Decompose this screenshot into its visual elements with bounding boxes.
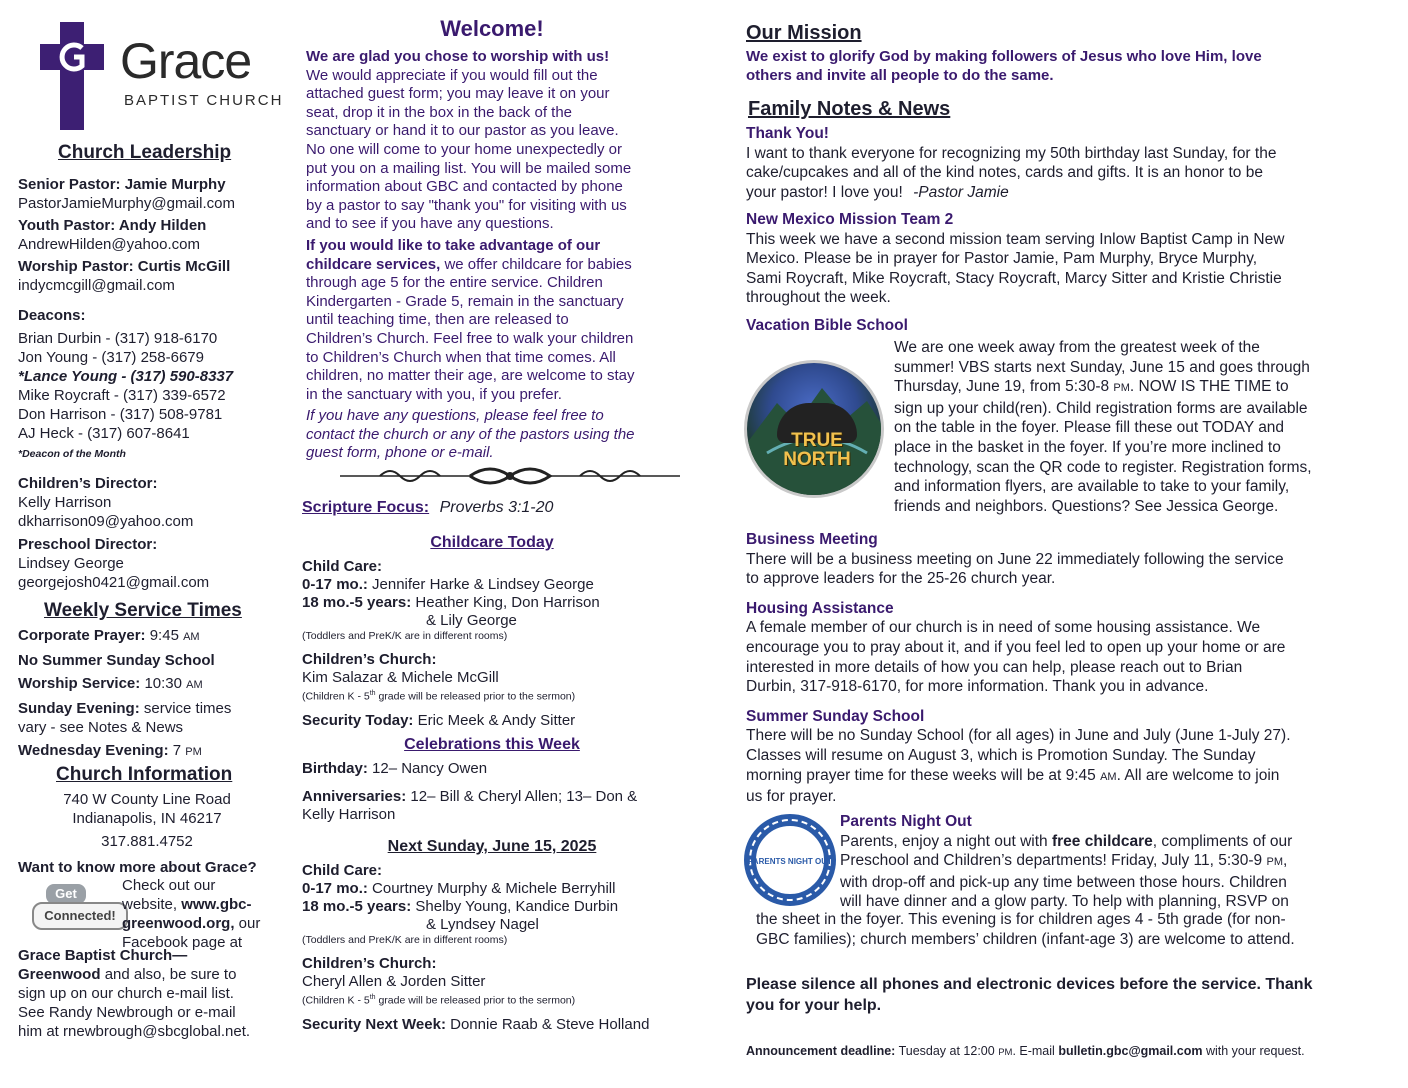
church-info [16, 790, 278, 851]
vbs-line: and information flyers, are available to take to your family, [894, 478, 1290, 496]
church-phone: 317.881.4752 [101, 833, 193, 850]
youth-pastor: Youth Pastor: Andy Hilden [18, 217, 207, 234]
deadline-text: Tuesday at 12:00 [898, 1044, 995, 1058]
more-email: him at rnewbrough@sbcglobal.net. [18, 1023, 251, 1040]
get-connected-icon [32, 884, 132, 940]
pno-line: Parents, enjoy a night out with [840, 832, 1048, 850]
welcome-line: sanctuary or hand it to our pastor as you leave. [306, 122, 619, 140]
wed-time: 7 [172, 742, 182, 759]
logo-word: Grace [120, 33, 252, 89]
summer-line: us for prayer. [746, 788, 837, 806]
welcome-text [306, 48, 690, 463]
next-sunday-title: Next Sunday, June 15, 2025 [387, 838, 597, 855]
ch-note-2: grade will be released prior to the sermon) [375, 994, 576, 1007]
mission-text [746, 47, 1386, 85]
senior-email: PastorJamieMurphy@gmail.com [18, 195, 235, 212]
celebrations [302, 760, 686, 824]
more-line: See Randy Newbrough or e-mail [18, 1004, 236, 1021]
no-summer-ss: No Summer Sunday School [18, 652, 215, 669]
address-line2: Indianapolis, IN 46217 [72, 810, 222, 827]
pno-text-2 [756, 910, 1386, 949]
thanks-line: I want to thank everyone for recognizing my 50th birthday last Sunday, for the [746, 144, 1277, 162]
toddler-names-2: & Lily George [426, 612, 517, 629]
summer-title: Summer Sunday School [746, 707, 925, 725]
pno-line: , [1282, 852, 1288, 870]
ornament-divider-icon [340, 466, 680, 486]
summer-am: AM [1100, 770, 1117, 783]
housing-line: interested in more details of how you can help, please reach out to Brian [746, 658, 1243, 676]
next-sunday [302, 862, 686, 1034]
worship-label: Worship Service: [18, 675, 141, 692]
youth-email: AndrewHilden@yahoo.com [18, 236, 200, 253]
vbs-text [894, 338, 1384, 516]
preschool-director-title: Preschool Director: [18, 536, 158, 553]
business-line: to approve leaders for the 25-26 church year. [746, 570, 1056, 588]
infant-label: 0-17 mo.: [302, 880, 368, 897]
corporate-time: 9:45 [149, 627, 179, 644]
vbs-title: Vacation Bible School [746, 316, 908, 334]
mission-title: Our Mission [746, 22, 862, 44]
more-line: our [238, 915, 261, 932]
notes-title: Family Notes & News [748, 98, 951, 120]
deacon-item: Jon Young - (317) 258-6679 [18, 349, 204, 366]
welcome-bold: We are glad you chose to worship with us! [306, 48, 610, 65]
vbs-pm: PM [1113, 382, 1130, 395]
pno-free-childcare: free childcare [1051, 832, 1153, 850]
nm-line: Mexico. Please be in prayer for Pastor Jamie, Pam Murphy, Bryce Murphy, [746, 250, 1258, 267]
summer-line: Classes will resume on August 3, which is Promotion Sunday. The Sunday [746, 746, 1256, 764]
toddler-names-2: & Lyndsey Nagel [426, 916, 539, 933]
more-line: Check out our [122, 877, 216, 894]
vbs-logo-text [771, 431, 863, 469]
website-link[interactable]: www.gbc- [181, 896, 252, 913]
housing-line: A female member of our church is in need of some housing assistance. We [746, 619, 1261, 637]
ch-label: Children’s Church: [302, 651, 437, 668]
more-line: website, [122, 896, 178, 913]
birthday-label: Birthday: [302, 760, 368, 777]
questions-line: guest form, phone or e-mail. [306, 444, 494, 462]
rooms-note: (Toddlers and PreK/K are in different rooms) [302, 934, 508, 946]
grace-logo [24, 20, 286, 132]
pno-text [840, 812, 1384, 912]
security-names: Eric Meek & Andy Sitter [417, 711, 576, 729]
church-info-title: Church Information [56, 764, 233, 785]
scripture-ref: Proverbs 3:1-20 [439, 499, 554, 516]
vbs-line: Thursday, June 19, from 5:30-8 [894, 378, 1110, 396]
rooms-note: (Toddlers and PreK/K are in different rooms) [302, 630, 508, 642]
gc-top: Get [46, 884, 86, 904]
toddler-label: 18 mo.-5 years: [302, 898, 412, 915]
more-line: Facebook page at [122, 934, 243, 951]
leadership-title: Church Leadership [58, 142, 232, 163]
business-line: There will be a business meeting on June 22 immediately following the service [746, 550, 1284, 568]
welcome-line: by a pastor to say "thank you" for visiting with us [306, 196, 627, 214]
silence-line: Please silence all phones and electronic devices before the service. Thank [746, 976, 1313, 993]
toddler-names: Shelby Young, Kandice Durbin [415, 898, 619, 915]
deacon-item: Brian Durbin - (317) 918-6170 [18, 330, 218, 347]
vbs-line: We are one week away from the greatest week of the [894, 339, 1260, 356]
anniversary-text: 12– Bill & Cheryl Allen; 13– Don & [410, 788, 638, 805]
more-line: sign up on our church e-mail list. [18, 985, 234, 1002]
leadership-block [18, 175, 286, 592]
website-link-2[interactable]: greenwood.org, [122, 915, 235, 932]
questions-line: contact the church or any of the pastors using the [306, 425, 635, 443]
mission-line: We exist to glorify God by making followers of Jesus who love Him, love [746, 48, 1262, 65]
housing-title: Housing Assistance [746, 599, 894, 617]
vbs-line: . NOW IS THE TIME to [1129, 378, 1289, 396]
cc-label: Child Care: [302, 558, 383, 575]
cross-logo-icon [40, 22, 104, 130]
worship-email: indycmcgill@gmail.com [18, 277, 175, 294]
pno-logo-text: PARENTS NIGHT OUT [748, 857, 832, 866]
notes-block-2 [746, 530, 1386, 807]
childcare-line: Children’s Church. Feel free to walk your children [306, 329, 634, 347]
mission-line: others and invite all people to do the same. [746, 67, 1054, 84]
wed-ampm: PM [185, 746, 202, 758]
silence-notice [746, 974, 1386, 1016]
deacon-item: AJ Heck - (317) 607-8641 [18, 425, 190, 442]
gc-bottom: Connected! [32, 902, 128, 930]
preschool-director-name: Lindsey George [18, 555, 124, 572]
true-north-logo-icon [744, 360, 884, 498]
deadline-pm: PM [998, 1047, 1013, 1058]
worship-ampm: AM [186, 679, 203, 691]
bulletin-email-link[interactable]: bulletin.gbc@gmail.com [1058, 1044, 1203, 1058]
pno-line: will have dinner and a glow party. To help with planning, RSVP on [840, 893, 1289, 911]
nm-line: This week we have a second mission team serving Inlow Baptist Camp in New [746, 230, 1285, 248]
scripture-focus [302, 498, 686, 517]
vbs-line: on the table in the foyer. Please fill these out TODAY and [894, 419, 1285, 437]
ch-note-2: grade will be released prior to the sermon) [375, 690, 576, 703]
childrens-director-email: dkharrison09@yahoo.com [18, 513, 194, 530]
pno-line: with drop-off and pick-up any time between those hours. Children [840, 873, 1287, 891]
childcare-bold: If you would like to take advantage of our [306, 236, 601, 254]
ch-note: (Children K - 5 [302, 994, 370, 1007]
deacons-title: Deacons: [18, 307, 86, 324]
wed-label: Wednesday Evening: [18, 742, 169, 759]
childcare-line: Kindergarten - Grade 5, remain in the sanctuary [306, 292, 624, 310]
pno-line: Preschool and Children’s departments! Friday, July 11, 5:30-9 [840, 852, 1263, 870]
silence-line: you for your help. [746, 997, 882, 1014]
celebrations-title: Celebrations this Week [404, 736, 580, 753]
logo-sub: BAPTIST CHURCH [124, 92, 284, 109]
pno-line: the sheet in the foyer. This evening is for children ages 4 - 5th grade (for non- [756, 911, 1286, 928]
corporate-label: Corporate Prayer: [18, 627, 146, 644]
pno-line: GBC families); church members’ children (infant-age 3) are welcome to attend. [756, 930, 1295, 948]
toddler-label: 18 mo.-5 years: [302, 594, 412, 611]
childcare-line: to Children’s Church when that time comes. All [306, 348, 616, 366]
childcare-line: we offer childcare for babies [444, 255, 632, 273]
welcome-line: No one will come to your home unexpectedly or [306, 140, 622, 158]
childrens-director-name: Kelly Harrison [18, 494, 112, 511]
vbs-line: place in the basket in the foyer. If you’re more inclined to [894, 438, 1281, 456]
vbs-logo-top: TRUE [791, 430, 843, 451]
infant-names: Courtney Murphy & Michele Berryhill [372, 880, 616, 897]
evening-text: service times [143, 700, 232, 717]
nm-line: throughout the week. [746, 289, 891, 306]
more-text-side [122, 876, 292, 952]
vbs-logo-bottom: NORTH [783, 449, 851, 470]
pno-title: Parents Night Out [840, 813, 972, 830]
deacon-item: *Lance Young - (317) 590-8337 [18, 368, 234, 385]
childcare-today [302, 558, 686, 730]
welcome-line: and to see if you have any questions. [306, 215, 554, 233]
infant-label: 0-17 mo.: [302, 576, 368, 593]
nm-line: Sami Roycraft, Mike Roycraft, Stacy Roycraft, Marcy Sitter and Kristie Christie [746, 269, 1282, 287]
childcare-line: through age 5 for the entire service. Children [306, 274, 603, 292]
childcare-line: in the sanctuary with you, if you prefer. [306, 385, 562, 403]
more-text-bottom [18, 946, 286, 1041]
pno-line: , compliments of our [1152, 832, 1293, 850]
welcome-title: Welcome! [440, 16, 544, 41]
deadline-text: with your request. [1205, 1044, 1305, 1058]
ch-names: Cheryl Allen & Jorden Sitter [302, 973, 486, 990]
deacon-item: Mike Roycraft - (317) 339-6572 [18, 387, 226, 404]
deadline-notice [746, 1044, 1386, 1058]
summer-line: morning prayer time for these weeks will be at 9:45 [746, 766, 1096, 784]
welcome-line: attached guest form; you may leave it on your [306, 85, 610, 103]
scripture-label: Scripture Focus: [302, 499, 430, 516]
facebook-name: Grace Baptist Church— [18, 947, 188, 964]
service-times-title: Weekly Service Times [44, 600, 242, 621]
deadline-label: Announcement deadline: [746, 1044, 896, 1058]
ch-names: Kim Salazar & Michele McGill [302, 669, 499, 686]
vbs-line: technology, scan the QR code to register. Registration forms, [894, 458, 1312, 476]
nm-title: New Mexico Mission Team 2 [746, 211, 954, 228]
ch-note-sup: th [369, 690, 376, 697]
thanks-title: Thank You! [746, 125, 829, 142]
thanks-line: cake/cupcakes and all of the kind notes, cards and gifts. It is an honor to be [746, 164, 1263, 181]
address-line1: 740 W County Line Road [63, 791, 231, 808]
birthday-text: 12– Nancy Owen [372, 760, 488, 777]
thanks-line: your pastor! I love you! [746, 183, 903, 201]
welcome-line: information about GBC and contacted by phone [306, 178, 623, 196]
worship-time: 10:30 [144, 675, 182, 692]
vbs-line: summer! VBS starts next Sunday, June 15 and goes through [894, 358, 1310, 376]
welcome-line: put you on a mailing list. You will be mailed some [306, 159, 632, 177]
anniversary-label: Anniversaries: [302, 788, 407, 805]
welcome-line: We would appreciate if you would fill out the [306, 66, 598, 84]
preschool-director-email: georgejosh0421@gmail.com [18, 574, 210, 591]
thanks-signature: -Pastor Jamie [913, 183, 1009, 201]
security-label: Security Today: [302, 711, 414, 729]
summer-line: There will be no Sunday School (for all ages) in June and July (June 1-July 27). [746, 727, 1291, 745]
vbs-line: friends and neighbors. Questions? See Jessica George. [894, 497, 1279, 515]
ch-note: (Children K - 5 [302, 690, 370, 703]
cc-label: Child Care: [302, 862, 383, 879]
evening-label: Sunday Evening: [18, 700, 140, 717]
childcare-bold-2: childcare services, [306, 255, 441, 273]
corporate-ampm: AM [183, 631, 200, 643]
pno-pm: PM [1266, 856, 1283, 869]
ch-label: Children’s Church: [302, 955, 437, 972]
security-label: Security Next Week: [302, 1015, 446, 1033]
deacon-note: *Deacon of the Month [18, 448, 126, 460]
ch-note-sup: th [369, 994, 376, 1001]
infant-names: Jennifer Harke & Lindsey George [372, 576, 594, 593]
questions-line: If you have any questions, please feel free to [306, 407, 604, 425]
deadline-text: . E-mail [1012, 1044, 1055, 1058]
more-line: and also, be sure to [104, 966, 237, 983]
senior-pastor: Senior Pastor: Jamie Murphy [18, 176, 226, 193]
evening-text2: vary - see Notes & News [18, 719, 184, 736]
toddler-names: Heather King, Don Harrison [415, 594, 600, 611]
security-names: Donnie Raab & Steve Holland [450, 1015, 650, 1033]
notes-block-1 [746, 124, 1386, 335]
childcare-today-title: Childcare Today [430, 534, 554, 551]
deacon-item: Don Harrison - (317) 508-9781 [18, 406, 223, 423]
business-title: Business Meeting [746, 531, 878, 548]
worship-pastor: Worship Pastor: Curtis McGill [18, 258, 231, 275]
housing-line: Durbin, 317-918-6170, for more information. Thank you in advance. [746, 678, 1209, 696]
parents-night-out-logo-icon [744, 814, 836, 906]
service-times [18, 626, 286, 762]
childrens-director-title: Children’s Director: [18, 475, 158, 492]
anniversary-text-2: Kelly Harrison [302, 806, 396, 823]
housing-line: encourage you to pray about it, and if you feel led to open up your home or are [746, 638, 1286, 656]
childcare-line: children, no matter their age, are welcome to stay [306, 367, 635, 385]
vbs-line: sign up your child(ren). Child registration forms are available [894, 399, 1308, 417]
childcare-line: until teaching time, then are released to [306, 311, 569, 329]
more-question: Want to know more about Grace? [18, 859, 257, 876]
summer-line: . All are welcome to join [1116, 766, 1280, 784]
facebook-name-2: Greenwood [18, 966, 101, 983]
welcome-line: seat, drop it in the box in the back of the [306, 103, 573, 121]
